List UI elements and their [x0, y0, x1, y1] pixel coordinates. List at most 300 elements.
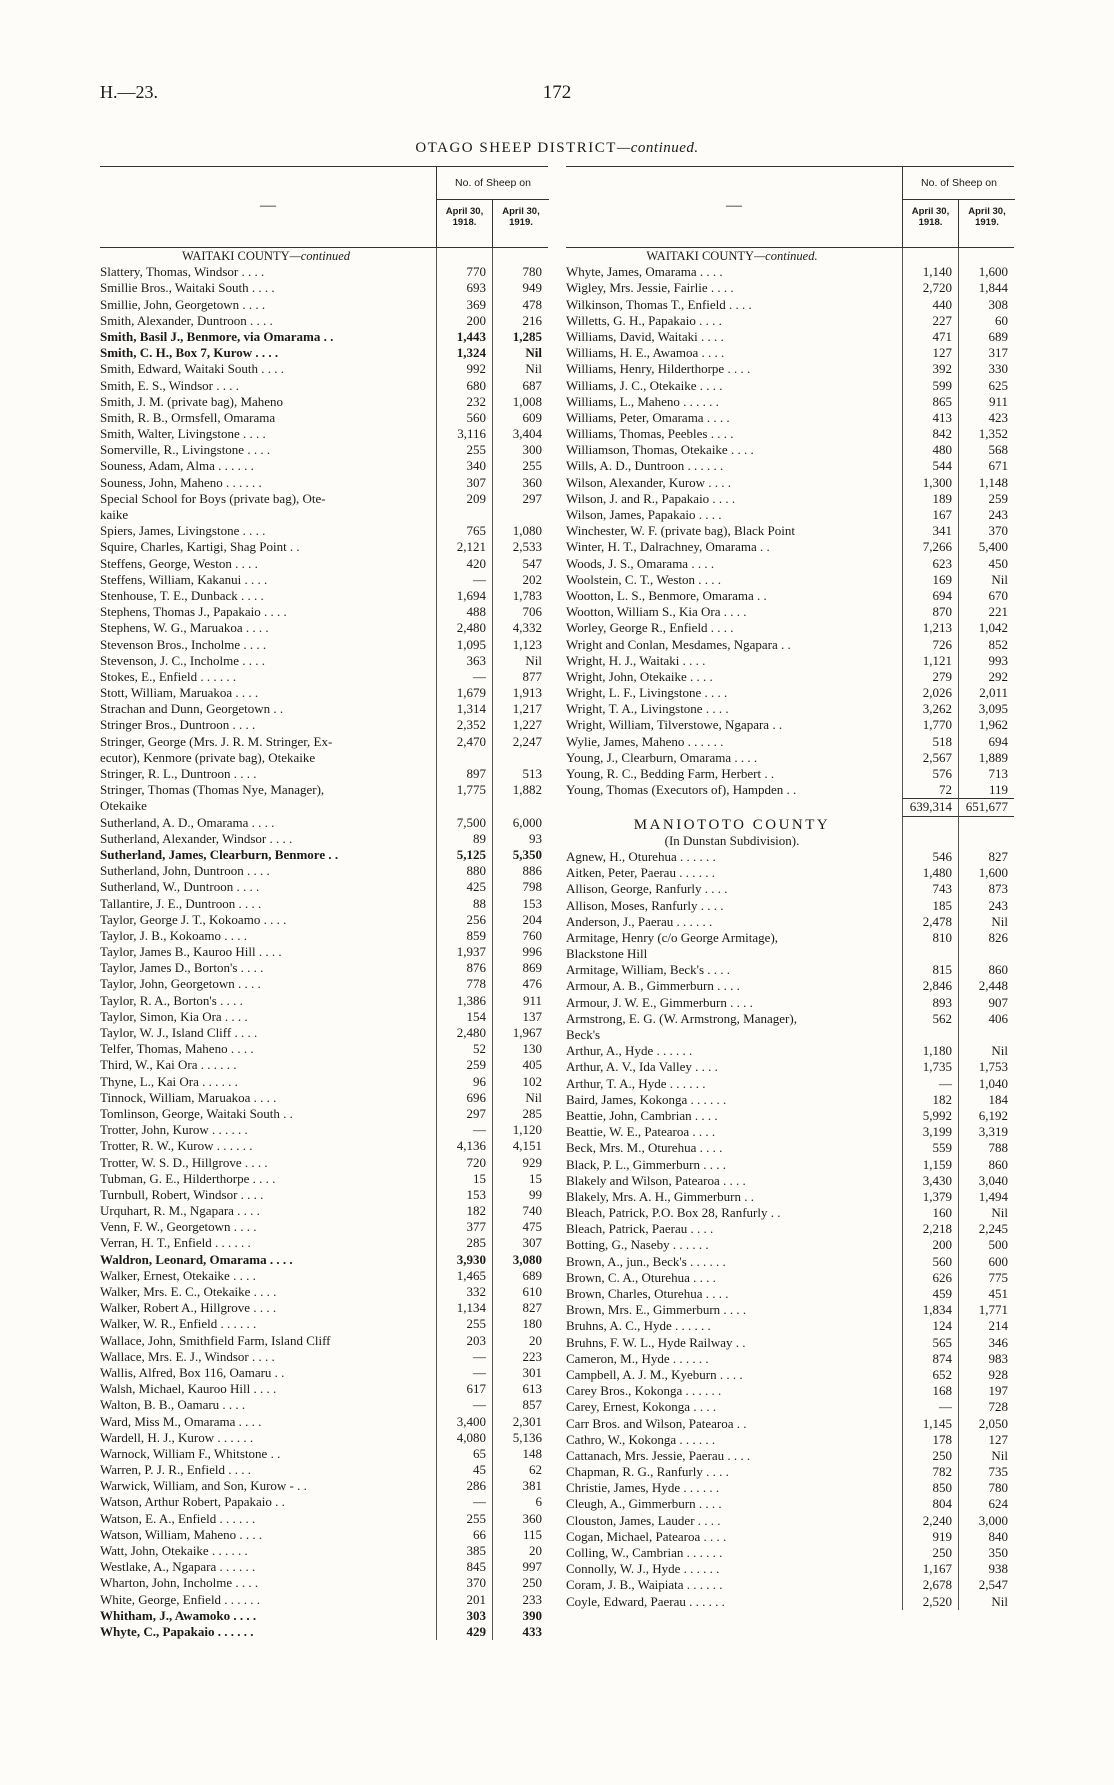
entry-name: Trotter, R. W., Kurow . . . . . .	[100, 1138, 253, 1154]
sheep-1918: 459	[902, 1286, 958, 1302]
entry-name: Waldron, Leonard, Omarama . . . .	[100, 1251, 293, 1267]
table-row	[100, 685, 548, 701]
table-row	[566, 297, 1014, 313]
sheep-1919: 1,042	[958, 620, 1014, 636]
sheep-1919: 243	[958, 898, 1014, 914]
sheep-1919: 2,245	[958, 1221, 1014, 1237]
sheep-1919: 184	[958, 1092, 1014, 1108]
sheep-1919: 1,285	[492, 329, 548, 345]
sheep-1919: 780	[492, 264, 548, 280]
table-row	[566, 1594, 1014, 1610]
sheep-1919: 624	[958, 1496, 1014, 1512]
sheep-1919: 433	[492, 1624, 548, 1640]
sheep-1919: 1,844	[958, 280, 1014, 296]
sheep-1919: 360	[492, 475, 548, 491]
table-row	[100, 1219, 548, 1235]
table-row	[100, 329, 548, 345]
entry-name: Beattie, W. E., Patearoa . . . .	[566, 1124, 716, 1140]
entry-name: Wallace, John, Smithfield Farm, Island Cliff	[100, 1332, 331, 1348]
table-row	[566, 539, 1014, 555]
entry-name: Beck, Mrs. M., Oturehua . . . .	[566, 1140, 723, 1156]
sheep-1919: 860	[958, 962, 1014, 978]
sheep-1918: 168	[902, 1383, 958, 1399]
sheep-1919: 2,011	[958, 685, 1014, 701]
sheep-1918: 810	[902, 930, 958, 946]
sheep-1919: 2,448	[958, 978, 1014, 994]
table-row	[566, 1124, 1014, 1140]
sheep-1918: 363	[436, 653, 492, 669]
sheep-1919: 798	[492, 879, 548, 895]
table-row	[100, 394, 548, 410]
sheep-1919: 2,533	[492, 539, 548, 555]
sheep-1919: 1,962	[958, 717, 1014, 733]
sheep-1918: 154	[436, 1009, 492, 1025]
table-row	[566, 637, 1014, 653]
entry-name: Williams, J. C., Otekaike . . . .	[566, 377, 723, 393]
sheep-1919: 130	[492, 1041, 548, 1057]
sheep-1919: 102	[492, 1074, 548, 1090]
subdivision-heading	[566, 833, 1014, 849]
sheep-1919: 370	[958, 523, 1014, 539]
entry-name: Wright, L. F., Livingstone . . . .	[566, 685, 728, 701]
table-row	[566, 1496, 1014, 1512]
table-row	[100, 1462, 548, 1478]
sheep-1918: 1,937	[436, 944, 492, 960]
sheep-1919: 513	[492, 766, 548, 782]
sheep-1918: 1,095	[436, 637, 492, 653]
sheep-1918: 200	[436, 313, 492, 329]
entry-name: Third, W., Kai Ora . . . . . .	[100, 1057, 237, 1073]
entry-name: Watson, Arthur Robert, Papakaio . .	[100, 1494, 285, 1510]
entry-name: Wright and Conlan, Mesdames, Ngapara . .	[566, 636, 791, 652]
sheep-1918: 1,314	[436, 701, 492, 717]
entry-name: Anderson, J., Paerau . . . . . .	[566, 913, 713, 929]
sheep-1919: 689	[492, 1268, 548, 1284]
sheep-1919	[492, 750, 548, 766]
sheep-1919	[958, 946, 1014, 962]
entry-name: Walker, Mrs. E. C., Otekaike . . . .	[100, 1284, 277, 1299]
sheep-1919	[492, 798, 548, 814]
sheep-1919: 788	[958, 1140, 1014, 1156]
sheep-1919: 62	[492, 1462, 548, 1478]
sheep-1918: 178	[902, 1432, 958, 1448]
table-row	[100, 1057, 548, 1073]
sheep-1918: 765	[436, 523, 492, 539]
entry-name: Aitken, Peter, Paerau . . . . . .	[566, 865, 715, 881]
entry-name: Watt, John, Otekaike . . . . . .	[100, 1543, 248, 1558]
sheep-1918	[436, 248, 492, 264]
sheep-1918: 259	[436, 1057, 492, 1073]
sheep-1918: 870	[902, 604, 958, 620]
entry-name: Wootton, L. S., Benmore, Omarama . .	[566, 587, 767, 603]
entry-name: Wigley, Mrs. Jessie, Fairlie . . . .	[566, 280, 734, 296]
sheep-1918: 3,262	[902, 701, 958, 717]
table-row	[566, 1577, 1014, 1593]
sheep-1918: 88	[436, 896, 492, 912]
table-row	[566, 1480, 1014, 1496]
table-row	[566, 734, 1014, 750]
table-row	[566, 378, 1014, 394]
table-row	[100, 539, 548, 555]
sheep-1919: 4,332	[492, 620, 548, 636]
sheep-1918: 546	[902, 849, 958, 865]
sheep-1918: 480	[902, 442, 958, 458]
sheep-1919: 689	[958, 329, 1014, 345]
sheep-1919: 1,217	[492, 701, 548, 717]
year-1918-header: April 30, 1918.	[903, 200, 959, 247]
sheep-1919: 1,753	[958, 1059, 1014, 1075]
entry-name: Armstrong, E. G. (W. Armstrong, Manager),	[566, 1010, 797, 1026]
page-title	[0, 140, 1114, 157]
sheep-1919: 60	[958, 313, 1014, 329]
table-row	[100, 815, 548, 831]
sheep-1918: 392	[902, 361, 958, 377]
sheep-1918: —	[436, 1365, 492, 1381]
table-row	[100, 458, 548, 474]
entry-name: Sutherland, A. D., Omarama . . . .	[100, 814, 275, 830]
sheep-1919: 827	[958, 849, 1014, 865]
sheep-1918: 1,775	[436, 782, 492, 798]
sheep-1919: 307	[492, 1235, 548, 1251]
entry-name: Beck's	[566, 1027, 601, 1042]
table-row	[566, 995, 1014, 1011]
sheep-1919: 694	[958, 734, 1014, 750]
table-row	[566, 782, 1014, 798]
sheep-1918: —	[436, 1349, 492, 1365]
entry-name: Stringer, Thomas (Thomas Nye, Manager),	[100, 782, 325, 798]
sheep-1918: 153	[436, 1187, 492, 1203]
sheep-1919: 360	[492, 1511, 548, 1527]
sheep-1919: 993	[958, 653, 1014, 669]
sheep-1918: 1,735	[902, 1059, 958, 1075]
sheep-1918: 876	[436, 960, 492, 976]
sheep-1919: 153	[492, 896, 548, 912]
entry-name: Smith, C. H., Box 7, Kurow . . . .	[100, 345, 279, 361]
sheep-1919: 308	[958, 297, 1014, 313]
table-row	[566, 426, 1014, 442]
sheep-1918	[902, 946, 958, 962]
table-row	[566, 1157, 1014, 1173]
entry-name: Cameron, M., Hyde . . . . . .	[566, 1350, 709, 1366]
table-row	[566, 1335, 1014, 1351]
year-1918-header: April 30, 1918.	[437, 200, 493, 247]
sheep-1918: 1,465	[436, 1268, 492, 1284]
county-section-heading-text	[566, 248, 902, 264]
sheep-1918: 815	[902, 962, 958, 978]
table-row	[100, 1025, 548, 1041]
sheep-1918: 2,678	[902, 1577, 958, 1593]
sheep-1919: 119	[958, 782, 1014, 798]
entry-name: Young, R. C., Bedding Farm, Herbert . .	[566, 766, 775, 781]
sheep-1919	[958, 833, 1014, 849]
sheep-1918: 565	[902, 1335, 958, 1351]
sheep-1918: 167	[902, 507, 958, 523]
title-main: OTAGO SHEEP DISTRICT	[415, 140, 617, 156]
sheep-1918: 2,121	[436, 539, 492, 555]
sheep-1918: 2,480	[436, 620, 492, 636]
sheep-1919: Nil	[958, 1448, 1014, 1464]
table-row	[100, 653, 548, 669]
table-row	[566, 766, 1014, 782]
table-row	[566, 280, 1014, 296]
entry-name: Arthur, T. A., Hyde . . . . . .	[566, 1075, 706, 1091]
sheep-1918: 255	[436, 1316, 492, 1332]
sheep-1919: 625	[958, 378, 1014, 394]
sheep-1918: 124	[902, 1318, 958, 1334]
sheep-1918	[436, 798, 492, 814]
sheep-1919: 1,494	[958, 1189, 1014, 1205]
table-row	[566, 1059, 1014, 1075]
year-1919-header: April 30, 1919.	[968, 206, 1006, 228]
sheep-1919: 706	[492, 604, 548, 620]
table-row	[566, 442, 1014, 458]
sheep-1918: 286	[436, 1478, 492, 1494]
header-dash: —	[726, 197, 742, 214]
sheep-1918: 617	[436, 1381, 492, 1397]
sheep-1918: 559	[902, 1140, 958, 1156]
sheep-1918: —	[436, 1494, 492, 1510]
sheep-1918: —	[902, 1399, 958, 1415]
sheep-1919: 5,136	[492, 1430, 548, 1446]
sheep-1918: 425	[436, 879, 492, 895]
sheep-1918: 385	[436, 1543, 492, 1559]
table-row	[566, 1432, 1014, 1448]
table-row	[100, 717, 548, 733]
entry-name: Smith, R. B., Ormsfell, Omarama	[100, 409, 276, 425]
entry-name: Worley, George R., Enfield . . . .	[566, 620, 734, 636]
sheep-1918: 297	[436, 1106, 492, 1122]
sheep-1918: 341	[902, 523, 958, 539]
entry-name: Steffens, George, Weston . . . .	[100, 555, 258, 571]
sheep-1919: 2,301	[492, 1414, 548, 1430]
entry-name: Warwick, William, and Son, Kurow - . .	[100, 1478, 307, 1494]
entry-name: Brown, C. A., Oturehua . . . .	[566, 1269, 716, 1285]
entry-name: Wills, A. D., Duntroon . . . . . .	[566, 458, 724, 474]
sheep-1918: 726	[902, 637, 958, 653]
table-row	[100, 264, 548, 280]
right-column	[566, 166, 1014, 1610]
sheep-1919: 115	[492, 1527, 548, 1543]
sheep-1919: 223	[492, 1349, 548, 1365]
table-row	[100, 523, 548, 539]
sheep-1919: 911	[492, 993, 548, 1009]
table-row	[100, 976, 548, 992]
table-row	[100, 1333, 548, 1349]
table-row	[566, 685, 1014, 701]
entry-name: Souness, Adam, Alma . . . . . .	[100, 458, 254, 474]
entry-name: Chapman, R. G., Ranfurly . . . .	[566, 1464, 729, 1480]
sheep-1918: 2,240	[902, 1513, 958, 1529]
sheep-1918: 1,679	[436, 685, 492, 701]
table-row	[566, 1464, 1014, 1480]
sheep-1918: 2,480	[436, 1025, 492, 1041]
entry-name: Souness, John, Maheno . . . . . .	[100, 474, 262, 490]
entry-name: kaike	[100, 507, 129, 522]
sheep-1919: 1,889	[958, 750, 1014, 766]
entry-name: Smillie Bros., Waitaki South . . . .	[100, 280, 275, 296]
sheep-1919: 983	[958, 1351, 1014, 1367]
table-row	[100, 993, 548, 1009]
table-row	[566, 458, 1014, 474]
sheep-1919: 740	[492, 1203, 548, 1219]
sheep-1918: 15	[436, 1171, 492, 1187]
entry-name: Wright, T. A., Livingstone . . . .	[566, 701, 729, 717]
table-row	[100, 361, 548, 377]
sheep-1919: 1,352	[958, 426, 1014, 442]
sheep-1919: 390	[492, 1608, 548, 1624]
entry-name: Cogan, Michael, Patearoa . . . .	[566, 1528, 727, 1544]
entry-name: Whitham, J., Awamoko . . . .	[100, 1607, 257, 1623]
sheep-1919: 221	[958, 604, 1014, 620]
sheep-1919: 450	[958, 556, 1014, 572]
table-row	[566, 849, 1014, 865]
right-column-header	[566, 166, 1014, 248]
sheep-1918: 2,218	[902, 1221, 958, 1237]
sheep-1918: 1,180	[902, 1043, 958, 1059]
entry-name: Stringer, George (Mrs. J. R. M. Stringer, Ex-	[100, 733, 333, 749]
sheep-1919: 1,967	[492, 1025, 548, 1041]
entry-name: Telfer, Thomas, Maheno . . . .	[100, 1041, 254, 1057]
table-row	[100, 1316, 548, 1332]
table-row	[100, 1122, 548, 1138]
sheep-1919	[958, 1027, 1014, 1043]
table-row	[100, 896, 548, 912]
entry-name: Young, J., Clearburn, Omarama . . . .	[566, 749, 758, 765]
sheep-1918: —	[436, 572, 492, 588]
table-row	[100, 1155, 548, 1171]
entry-name: Slattery, Thomas, Windsor . . . .	[100, 264, 265, 280]
sheep-1918: 279	[902, 669, 958, 685]
entry-name: Stephens, W. G., Maruakoa . . . .	[100, 620, 269, 636]
table-row	[100, 1478, 548, 1494]
entry-name: Wilkinson, Thomas T., Enfield . . . .	[566, 296, 752, 312]
table-row	[100, 280, 548, 296]
entry-name: Williams, Peter, Omarama . . . .	[566, 409, 730, 425]
sheep-1919: 204	[492, 912, 548, 928]
sheep-1918: 2,846	[902, 978, 958, 994]
table-row	[100, 426, 548, 442]
table-row	[100, 604, 548, 620]
sheep-1918: 185	[902, 898, 958, 914]
entry-name: Coram, J. B., Waipiata . . . . . .	[566, 1577, 723, 1593]
entry-name: Verran, H. T., Enfield . . . . . .	[100, 1235, 251, 1251]
table-row	[100, 1397, 548, 1413]
sheep-count-label: No. of Sheep on	[437, 167, 549, 200]
entry-name: Botting, G., Naseby . . . . . .	[566, 1237, 709, 1253]
sheep-1919: 301	[492, 1365, 548, 1381]
table-row	[566, 1189, 1014, 1205]
sheep-1918: 200	[902, 1237, 958, 1253]
table-row	[100, 1608, 548, 1624]
sheep-1919: 99	[492, 1187, 548, 1203]
sheep-1918: —	[436, 669, 492, 685]
entry-name: Brown, A., jun., Beck's . . . . . .	[566, 1253, 726, 1269]
entry-name: Sutherland, Alexander, Windsor . . . .	[100, 830, 293, 846]
entry-name: Watson, William, Maheno . . . .	[100, 1526, 263, 1542]
entry-name: Brown, Charles, Oturehua . . . .	[566, 1286, 729, 1301]
entry-name: White, George, Enfield . . . . . .	[100, 1591, 261, 1607]
entry-name: Allison, Moses, Ranfurly . . . .	[566, 897, 724, 913]
sheep-1918: 3,930	[436, 1252, 492, 1268]
table-row	[566, 394, 1014, 410]
table-row	[100, 1414, 548, 1430]
table-row	[566, 1237, 1014, 1253]
entry-name: Carr Bros. and Wilson, Patearoa . .	[566, 1415, 747, 1431]
table-row	[100, 572, 548, 588]
sheep-1919: 1,123	[492, 637, 548, 653]
entry-name: Special School for Boys (private bag), Ote-	[100, 490, 326, 506]
continuation-line	[100, 750, 548, 766]
sheep-1918: 865	[902, 394, 958, 410]
table-row	[100, 863, 548, 879]
entry-name: Tubman, G. E., Hilderthorpe . . . .	[100, 1170, 276, 1186]
left-column-header	[100, 166, 548, 248]
sheep-1918: 413	[902, 410, 958, 426]
header-dash: —	[260, 197, 276, 214]
sheep-1919: 869	[492, 960, 548, 976]
sheep-1919	[492, 507, 548, 523]
sheep-1918: —	[436, 1122, 492, 1138]
sheep-1918: 7,266	[902, 539, 958, 555]
table-row	[566, 1545, 1014, 1561]
table-row	[566, 881, 1014, 897]
entry-name: Williams, H. E., Awamoa . . . .	[566, 345, 725, 361]
sheep-1918: 1,443	[436, 329, 492, 345]
sheep-1919: 840	[958, 1529, 1014, 1545]
sheep-1919: 3,319	[958, 1124, 1014, 1140]
sheep-1918: 1,140	[902, 264, 958, 280]
sheep-1918: 370	[436, 1575, 492, 1591]
entry-name: Spiers, James, Livingstone . . . .	[100, 523, 266, 539]
continued-label: —continued.	[754, 249, 818, 263]
entry-name: Williams, David, Waitaki . . . .	[566, 328, 724, 344]
entry-name: Walker, Robert A., Hillgrove . . . .	[100, 1300, 277, 1316]
sheep-1919: 216	[492, 313, 548, 329]
table-row	[566, 523, 1014, 539]
entry-name: Steffens, William, Kakanui . . . .	[100, 571, 268, 587]
table-row	[100, 410, 548, 426]
sheep-1919: 451	[958, 1286, 1014, 1302]
sheep-1918	[902, 248, 958, 264]
table-row	[100, 297, 548, 313]
table-row	[566, 914, 1014, 930]
entry-name: Otekaike	[100, 798, 147, 814]
sheep-1918: 377	[436, 1219, 492, 1235]
entry-name: Woolstein, C. T., Weston . . . .	[566, 571, 721, 587]
table-row	[100, 1041, 548, 1057]
sheep-1919: 250	[492, 1575, 548, 1591]
sheep-1919: 3,404	[492, 426, 548, 442]
continuation-line	[566, 1027, 1014, 1043]
entry-name: Williams, Thomas, Peebles . . . .	[566, 426, 734, 442]
sheep-1918: 65	[436, 1446, 492, 1462]
sheep-1919: 713	[958, 766, 1014, 782]
table-row	[566, 1043, 1014, 1059]
entry-name: Wootton, William S., Kia Ora . . . .	[566, 604, 747, 620]
table-row	[100, 345, 548, 361]
table-row	[566, 701, 1014, 717]
entry-name: Thyne, L., Kai Ora . . . . . .	[100, 1073, 238, 1089]
sheep-1919: 1,040	[958, 1076, 1014, 1092]
sheep-1918: 66	[436, 1527, 492, 1543]
sheep-count-header	[436, 167, 549, 247]
sheep-1918: 576	[902, 766, 958, 782]
entry-name: Bleach, Patrick, Paerau . . . .	[566, 1221, 714, 1237]
table-row	[100, 1090, 548, 1106]
sheep-1918: 743	[902, 881, 958, 897]
table-row	[566, 1399, 1014, 1415]
sheep-1918: 332	[436, 1284, 492, 1300]
